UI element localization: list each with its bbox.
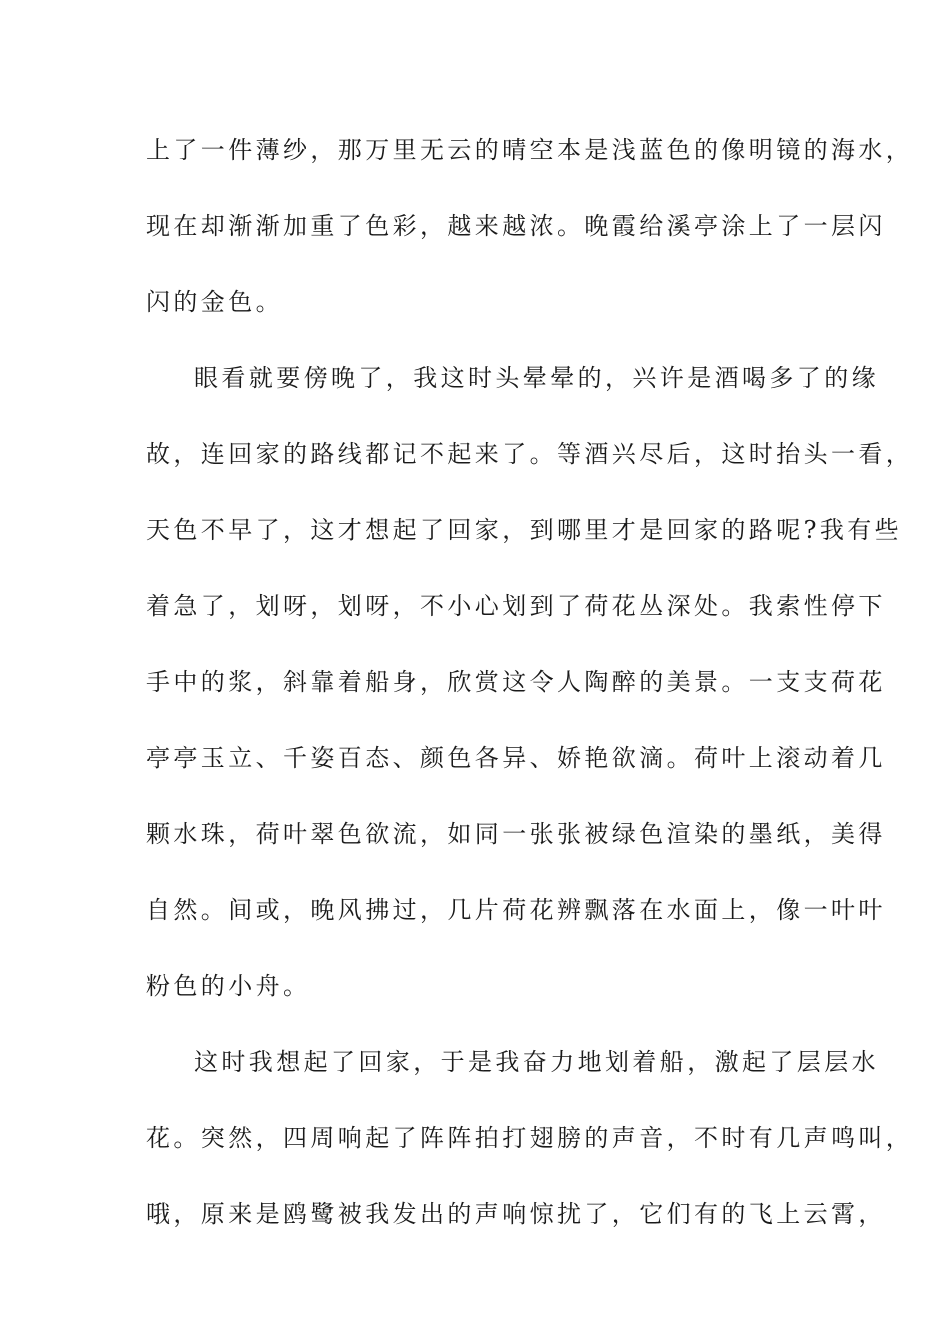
text-line-7: 着急了，划呀，划呀，不小心划到了荷花丛深处。我索性停下 [146,592,886,620]
text-line-14: 花。突然，四周响起了阵阵拍打翅膀的声音，不时有几声鸣叫， [146,1124,914,1152]
text-line-1: 上了一件薄纱，那万里无云的晴空本是浅蓝色的像明镜的海水， [146,136,914,164]
text-line-5: 故，连回家的路线都记不起来了。等酒兴尽后，这时抬头一看， [146,440,914,468]
text-line-9: 亭亭玉立、千姿百态、颜色各异、娇艳欲滴。荷叶上滚动着几 [146,744,886,772]
text-line-10: 颗水珠，荷叶翠色欲流，如同一张张被绿色渲染的墨纸，美得 [146,820,886,848]
text-line-12: 粉色的小舟。 [146,972,311,1000]
text-line-11: 自然。间或，晚风拂过，几片荷花辨飘落在水面上，像一叶叶 [146,896,886,924]
text-line-15: 哦，原来是鸥鹭被我发出的声响惊扰了，它们有的飞上云霄， [146,1200,886,1228]
text-line-8: 手中的浆，斜靠着船身，欣赏这令人陶醉的美景。一支支荷花 [146,668,886,696]
paragraph-start-line: 眼看就要傍晚了，我这时头晕晕的，兴许是酒喝多了的缘 [194,364,879,392]
text-line-2: 现在却渐渐加重了色彩，越来越浓。晚霞给溪亭涂上了一层闪 [146,212,886,240]
text-line-6: 天色不早了，这才想起了回家，到哪里才是回家的路呢?我有些 [146,516,903,544]
text-line-3: 闪的金色。 [146,288,283,316]
paragraph-start-line: 这时我想起了回家，于是我奋力地划着船，激起了层层水 [194,1048,879,1076]
